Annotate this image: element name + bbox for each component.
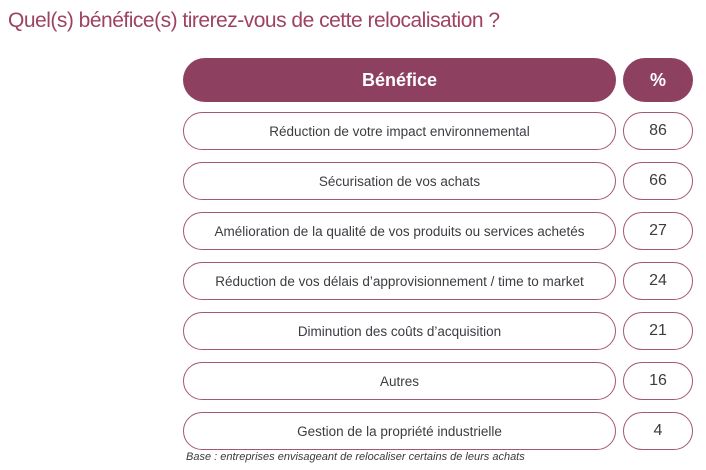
benefit-cell: Réduction de votre impact environnemental bbox=[183, 112, 616, 150]
percent-header-cell: % bbox=[623, 58, 693, 102]
benefit-cell: Sécurisation de vos achats bbox=[183, 162, 616, 200]
base-note: Base : entreprises envisageant de relocaliser certains de leurs achats bbox=[186, 451, 525, 463]
table-row bbox=[183, 162, 693, 200]
percent-cell: 66 bbox=[623, 162, 693, 200]
benefit-cell: Diminution des coûts d’acquisition bbox=[183, 312, 616, 350]
table-row bbox=[183, 312, 693, 350]
page-title: Quel(s) bénéfice(s) tirerez-vous de cette relocalisation ? bbox=[8, 9, 500, 32]
percent-cell: 16 bbox=[623, 362, 693, 400]
table-header-row bbox=[183, 58, 693, 102]
percent-cell: 4 bbox=[623, 412, 693, 450]
benefit-cell: Gestion de la propriété industrielle bbox=[183, 412, 616, 450]
table-row bbox=[183, 212, 693, 250]
benefit-cell: Réduction de vos délais d’approvisionnement / time to market bbox=[183, 262, 616, 300]
percent-cell: 86 bbox=[623, 112, 693, 150]
results-table bbox=[183, 58, 693, 450]
percent-cell: 27 bbox=[623, 212, 693, 250]
table-row bbox=[183, 262, 693, 300]
benefit-cell: Amélioration de la qualité de vos produits ou services achetés bbox=[183, 212, 616, 250]
table-row bbox=[183, 112, 693, 150]
table-row bbox=[183, 362, 693, 400]
table-row bbox=[183, 412, 693, 450]
percent-cell: 24 bbox=[623, 262, 693, 300]
percent-cell: 21 bbox=[623, 312, 693, 350]
benefit-cell: Autres bbox=[183, 362, 616, 400]
benefit-header-cell: Bénéfice bbox=[183, 58, 616, 102]
